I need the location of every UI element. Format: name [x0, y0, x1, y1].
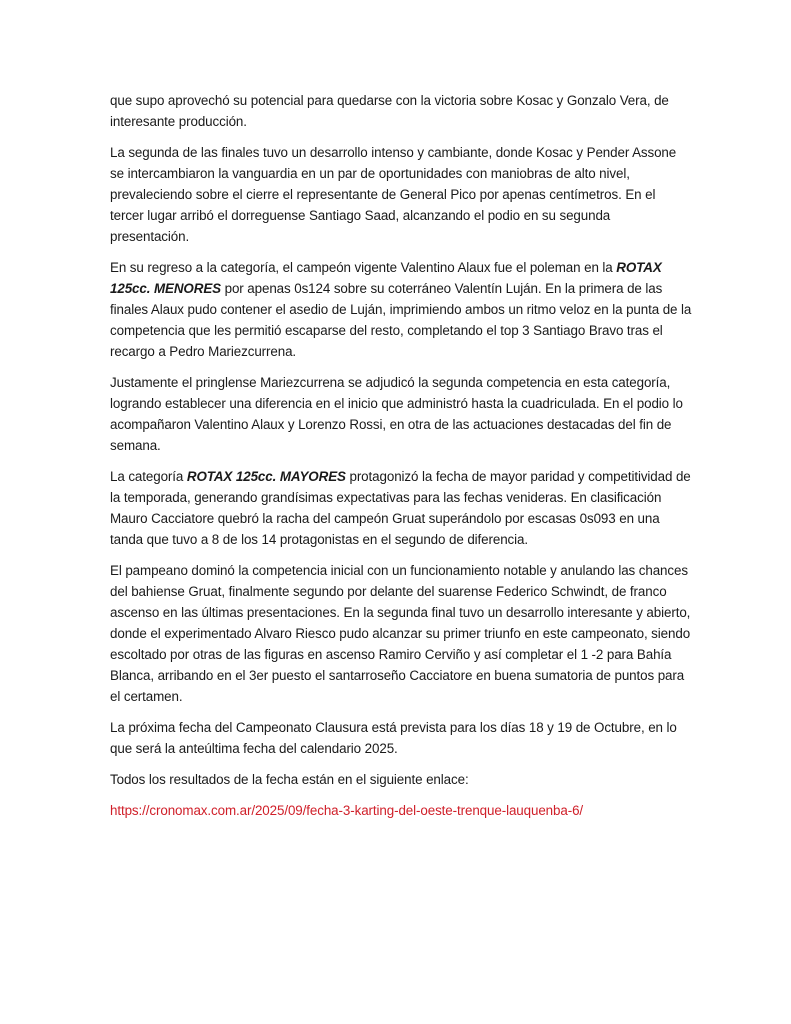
paragraph-second-final: La segunda de las finales tuvo un desarrollo intenso y cambiante, donde Kosac y Pender Assone se intercambiaron la vanguardia en un par de oportunidades con maniobras de alto nivel, prevaleciendo sobre el cierre el representante de General Pico por apenas centímetros. En el tercer lugar arribó el dorreguense Santiago Saad, alcanzando el podio en su segunda presentación. — [110, 145, 677, 244]
paragraph-next-date: La próxima fecha del Campeonato Clausura está prevista para los días 18 y 19 de Octubre, en lo que será la anteúltima fecha del calendario 2025. — [110, 720, 677, 756]
paragraph-mariezcurrena: Justamente el pringlense Mariezcurrena se adjudicó la segunda competencia en esta categoría, logrando establecer una diferencia en el inicio que administró hasta la cuadriculada. En el podio lo acompañaron Valentino Alaux y Lorenzo Rossi, en otra de las actuaciones destacadas del fin de semana. — [110, 375, 683, 453]
paragraph-results-intro: Todos los resultados de la fecha están en el siguiente enlace: — [110, 772, 469, 787]
paragraph-pampeano: El pampeano dominó la competencia inicial con un funcionamiento notable y anulando las chances del bahiense Gruat, finalmente segundo por delante del suarense Federico Schwindt, de franco ascenso en las últimas presentaciones. En la segunda final tuvo un desarrollo interesante y abierto, donde el experimentado Alvaro Riesco pudo alcanzar su primer triunfo en este campeonato, siendo escoltado por otras de las figuras en ascenso Ramiro Cerviño y así completar el 1 -2 para Bahía Blanca, arribando en el 3er puesto el santarroseño Cacciatore en buena sumatoria de puntos para el certamen. — [110, 563, 691, 704]
paragraph-text: La categoría — [110, 469, 187, 484]
document-page — [110, 90, 692, 831]
category-name-mayores: ROTAX 125cc. MAYORES — [186, 469, 346, 484]
paragraph-result-first-final: que supo aprovechó su potencial para quedarse con la victoria sobre Kosac y Gonzalo Vera, de interesante producción. — [110, 93, 669, 129]
results-link[interactable]: https://cronomax.com.ar/2025/09/fecha-3-karting-del-oeste-trenque-lauquenba-6/ — [110, 803, 584, 818]
paragraph-rotax-mayores — [110, 466, 692, 550]
paragraph-text: protagonizó la fecha de mayor paridad y competitividad de la temporada, generando grandísimas expectativas para las fechas venideras. En clasificación Mauro Cacciatore quebró la racha del campeón Gruat superándolo por escasas 0s093 en una tanda que tuvo a 8 de los 14 protagonistas en el segundo de diferencia. — [110, 469, 691, 547]
paragraph-text: En su regreso a la categoría, el campeón vigente Valentino Alaux fue el poleman en la — [110, 260, 617, 275]
results-link-paragraph — [110, 800, 692, 821]
category-name-menores: ROTAX 125cc. MENORES — [110, 260, 662, 296]
paragraph-rotax-menores — [110, 257, 692, 362]
paragraph-text: por apenas 0s124 sobre su coterráneo Valentín Luján. En la primera de las finales Alaux pudo contener el asedio de Luján, imprimiendo ambos un ritmo veloz en la punta de la competencia que les permitió escaparse del resto, completando el top 3 Santiago Bravo tras el recargo a Pedro Mariezcurrena. — [110, 281, 692, 359]
